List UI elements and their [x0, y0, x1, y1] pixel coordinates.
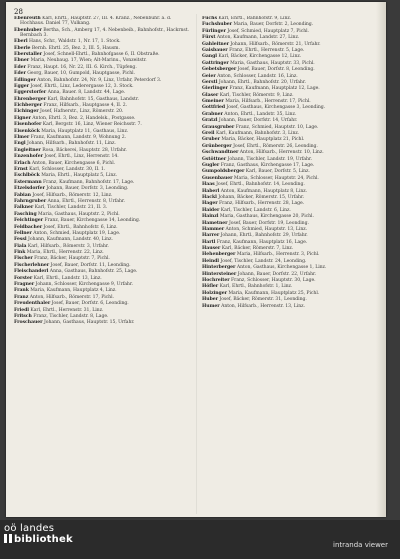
- entry-name: Ebner: [14, 58, 30, 64]
- directory-entry: [14, 180, 190, 185]
- entry-details: Franz, Tischler, Landstr. 8, Lage.: [33, 313, 109, 319]
- entry-name: Eschlböck: [14, 173, 40, 179]
- entry-name: Hauser: [202, 246, 221, 252]
- entry-name: Gusenbauer: [202, 175, 233, 181]
- entry-details: Anton, Bauer, Kirchengasse 6, Pichl.: [31, 160, 116, 166]
- directory-entry: [14, 135, 190, 140]
- entry-details: Franz, Bauer, Kirchengasse 14, Leonding.: [44, 218, 141, 224]
- entry-details: Maria, Schlosser, Hauptstr. 24, Pichl.: [233, 175, 319, 181]
- column-divider: [196, 14, 197, 514]
- directory-entry: [14, 288, 190, 293]
- entry-details: Josef, Schnell-Ehrtl., Bahnhofgasse 6, II. Obstraße.: [43, 51, 160, 57]
- entry-name: Fink: [14, 250, 26, 256]
- entry-name: Etzelsdorfer: [14, 186, 45, 192]
- directory-entry: [14, 231, 190, 236]
- logo-line-2: [4, 534, 73, 546]
- entry-name: Enzenhofer: [14, 154, 43, 160]
- directory-entry: [14, 218, 190, 223]
- logo-bar-icon: [9, 534, 12, 543]
- entry-details: Georg, Bauer, 10, Gumpold, Hauptgasse, Pichl.: [27, 71, 135, 77]
- entry-details: Anton, Gasthaus, Kirchengasse 1, Linz.: [236, 265, 327, 271]
- entry-details: Franz, Kaufmann, Hauptplatz 16, Lage.: [216, 239, 308, 245]
- entry-name: Froschauer: [14, 320, 43, 326]
- directory-entry: [14, 141, 190, 146]
- entry-details: Maria, Bauer, Dorfstr. 2, Leonding.: [233, 22, 314, 28]
- directory-entry: [14, 148, 190, 153]
- entry-details: Karl, Hilfsarb., Römerstr. 3, Urfahr.: [27, 243, 109, 249]
- entry-name: Hinterberger: [202, 265, 236, 271]
- directory-entry: [14, 84, 190, 89]
- entry-name: Ebenhuber: [14, 27, 42, 33]
- directory-entry: [202, 195, 378, 200]
- entry-details: Anton, Ehrtl., Landstr. 35, Linz.: [224, 111, 297, 117]
- directory-entry: [202, 291, 378, 296]
- entry-details: Karl, Ehrtl., Herrenstr. 31, Linz.: [30, 307, 104, 313]
- directory-entry: [202, 182, 378, 187]
- directory-entry: [14, 212, 190, 217]
- directory-entry: [202, 29, 378, 34]
- entry-name: Fischer: [14, 256, 33, 262]
- entry-details: Bertha, Sch., Amberg 17, 4. Nebenbeib., Bahnhofstr., Hackrnst. Bernbach 3.: [20, 27, 189, 38]
- entry-details: Anna, Bauer. 8, Landstr. 44, Lage.: [47, 90, 126, 96]
- directory-entry: [202, 99, 378, 104]
- entry-name: Gangl: [202, 54, 217, 60]
- entry-details: Josef, Tischler, Landstr. 24, Leonding.: [220, 258, 307, 264]
- entry-name: Ehrenberger: [14, 96, 47, 102]
- entry-details: Franz, Hilfsarb., Herrenstr. 28, Lage.: [219, 201, 305, 207]
- directory-entry: [14, 78, 190, 83]
- viewer-label[interactable]: intranda viewer: [333, 541, 388, 549]
- entry-name: Hintersteiner: [202, 271, 237, 277]
- entry-name: Haberl: [202, 188, 220, 194]
- directory-entry: [202, 16, 378, 21]
- entry-details: Maria, Ehrtl., Hauptplatz 5, Linz.: [41, 173, 118, 179]
- entry-details: Maria, Ehrtl., Herrenstr. 22, Linz.: [26, 250, 104, 256]
- entry-details: Johann, Bauer, Dorfstr. 14, Urfahr.: [218, 118, 298, 124]
- entry-name: Feichtinger: [14, 218, 44, 224]
- entry-name: Eberle: [14, 45, 31, 51]
- entry-name: Engleitner: [14, 147, 41, 153]
- logo-line-1: oö landes: [4, 523, 55, 534]
- directory-entry: [202, 93, 378, 98]
- directory-entry: [202, 125, 378, 130]
- entry-name: Engl: [14, 141, 26, 147]
- directory-entry: [202, 189, 378, 194]
- entry-name: Holzinger: [202, 290, 227, 296]
- entry-details: Johann, Bauer, Dorfstr. 3, Leonding.: [46, 186, 129, 192]
- entry-details: Josef, Bauer, Dorfstr. 19, Leonding.: [228, 220, 309, 226]
- entry-details: Josef, Bäcker, Römerstr. 31, Leonding.: [219, 297, 307, 303]
- directory-entry: [14, 276, 190, 281]
- entry-name: Hainzl: [202, 214, 219, 220]
- entry-details: Maria, Gasthaus, Hauptstr. 33, Pichl.: [230, 60, 315, 66]
- entry-name: Gattringer: [202, 60, 229, 66]
- directory-entry: [202, 137, 378, 142]
- directory-entry: [202, 61, 378, 66]
- entry-details: Johann, Bauer, Dorfstr. 22, Urfahr.: [237, 271, 317, 277]
- directory-entry: [14, 46, 190, 51]
- entry-details: Johann, Tischler, Landstr. 19, Urfahr.: [227, 156, 312, 162]
- entry-name: Estermann: [14, 179, 42, 185]
- entry-details: Karl, Tischler, Landstr. 6, Linz.: [220, 207, 291, 213]
- directory-entry: [14, 65, 190, 70]
- entry-details: Karl, Bauer, Dorfstr. 5, Linz.: [245, 169, 310, 175]
- left-column: [14, 16, 190, 514]
- directory-entry: [14, 193, 190, 198]
- entry-name: Fessl: [14, 237, 27, 243]
- directory-entry: [202, 54, 378, 59]
- directory-entry: [14, 250, 190, 255]
- entry-details: Johann, Hilfsarb., Bahnhofstr. 11, Linz.: [27, 141, 116, 147]
- entry-details: Anton, Ehrtl. 3, Bez. 2, Handelsk., Postgasse.: [32, 115, 136, 121]
- entry-details: Karl, Ehrtl., Bahnhofstr. 1, Linz.: [219, 284, 293, 290]
- entry-details: Franz, Hilfsarb., Hauptgasse 4, II. 2.: [43, 103, 128, 109]
- entry-name: Glaser: [202, 92, 219, 98]
- directory-entry: [14, 39, 190, 44]
- entry-name: Eggerstorfer: [14, 90, 47, 96]
- entry-details: Josef, Bauer, Dorfstr. 8, Leonding.: [237, 67, 315, 73]
- entry-details: Josef, Ehrtl., Römerstr. 26, Leonding.: [233, 143, 318, 149]
- directory-entry: [202, 144, 378, 149]
- entry-name: Hackl: [202, 194, 217, 200]
- entry-name: Hager: [202, 201, 218, 207]
- directory-entry: [14, 173, 190, 178]
- directory-entry: [202, 233, 378, 238]
- entry-name: Falkner: [14, 205, 34, 211]
- directory-entry: [202, 112, 378, 117]
- entry-name: Gugler: [202, 162, 220, 168]
- directory-entry: [14, 263, 190, 268]
- logo-bar-icon: [4, 534, 7, 543]
- entry-details: Maria, Kaufmann, Hauptplatz 25, Pichl.: [228, 290, 320, 296]
- entry-details: Franz, Kaufmann, Bahnhofstr. 17, Lage.: [43, 179, 135, 185]
- entry-name: Grabner: [202, 111, 223, 117]
- entry-details: Anton, Kaufmann, Landstr. 27, Linz.: [216, 35, 300, 41]
- entry-details: Anton, Kaufmann, Hauptplatz 8, Linz.: [220, 188, 308, 194]
- entry-name: Eder: [14, 71, 26, 77]
- entry-name: Eberstaller: [14, 51, 43, 57]
- entry-details: Franz, Bäcker, Hauptstr. 7, Pichl.: [34, 256, 110, 262]
- entry-name: Höfler: [202, 284, 219, 290]
- directory-entry: [202, 221, 378, 226]
- directory-entry: [14, 154, 190, 159]
- directory-entry: [202, 105, 378, 110]
- entry-details: Maria, Kaufmann, Hauptplatz 4, Linz.: [30, 288, 117, 294]
- directory-entry: [202, 163, 378, 168]
- entry-details: Josef, Ehrtl., Bahnhofstr. 6, Linz.: [43, 224, 118, 230]
- entry-name: Gottfried: [202, 105, 226, 111]
- directory-entry: [202, 22, 378, 27]
- entry-name: Fellner: [14, 230, 32, 236]
- entry-name: Gstöttner: [202, 156, 227, 162]
- entry-details: Maria, Hilfsarb., Herrenstr. 17, Pichl.: [225, 99, 311, 105]
- entry-name: Fabian: [14, 192, 31, 198]
- entry-details: Bernh. Ehrtl. 25, Bez. 2, III. 5, Hausm.: [31, 45, 120, 51]
- entry-details: Anton, Schlosser, Landstr. 16, Linz.: [217, 73, 298, 79]
- entry-name: Eder: [14, 64, 26, 70]
- directory-entry: [202, 86, 378, 91]
- entry-name: Gmeiner: [202, 99, 224, 105]
- directory-entry: [202, 157, 378, 162]
- entry-details: Karl, Tischler, Landstr. 21, II. 3.: [34, 205, 108, 211]
- directory-entry: [14, 90, 190, 95]
- entry-name: Ernst: [14, 167, 28, 172]
- directory-entry: [202, 227, 378, 232]
- directory-entry: [202, 246, 378, 251]
- entry-name: Edlinger: [14, 77, 36, 83]
- directory-entry: [202, 304, 378, 309]
- entry-details: Johann, Ehrtl., Bahnhofstr. 20, Urfahr.: [218, 79, 306, 85]
- entry-name: Gierlinger: [202, 86, 228, 92]
- entry-name: Eberl: [14, 39, 28, 45]
- entry-details: Josef, Gasthaus, Kirchengasse 3, Leonding.: [226, 105, 326, 111]
- directory-entry: [14, 28, 190, 38]
- directory-entry: [202, 150, 378, 155]
- entry-details: Anton, Schmied, Hauptstr. 13, Linz.: [225, 226, 308, 232]
- entry-details: Franz, Gasthaus, Kirchengasse 17, Lage.: [220, 162, 315, 168]
- entry-details: Josef, Ehrtl., Linz, Lederergasse 12, 3. Stock.: [30, 83, 134, 89]
- entry-name: Grünberger: [202, 143, 232, 149]
- entry-details: Karl, Tischler, Römerstr. 9, Linz.: [219, 92, 294, 98]
- entry-name: Fahrngruber: [14, 198, 47, 204]
- entry-name: Gumpoldsberger: [202, 169, 245, 175]
- entry-name: Fuchs: [202, 16, 217, 21]
- entry-name: Franz: [14, 294, 29, 300]
- directory-entry: [202, 297, 378, 302]
- directory-entry: [14, 109, 190, 114]
- directory-entry: [14, 16, 190, 26]
- directory-entry: [14, 225, 190, 230]
- entry-name: Grausgruber: [202, 124, 235, 130]
- directory-entry: [14, 122, 190, 127]
- entry-name: Hartl: [202, 239, 216, 245]
- entry-details: Josef, Hafnerstr., Linz, Römerstr. 20.: [40, 109, 124, 115]
- entry-details: Karl, Schlosser, Landstr. 30, II. 1.: [29, 167, 106, 172]
- entry-name: Fiala: [14, 243, 27, 249]
- entry-details: Anton, Bahnhofstr. 24, Nr. 9, Linz, Urfahr, Peterdorf 3.: [37, 77, 162, 83]
- entry-details: Hans, Schr., Waldstr. 1, Nr. 17, 1. Stock.: [28, 39, 121, 45]
- directory-entry: [14, 161, 190, 166]
- directory-entry: [14, 199, 190, 204]
- entry-details: Karl, Bahnhofstr. 15, Gasthaus, Landstr.: [47, 96, 139, 102]
- entry-name: Hehenberger: [202, 252, 236, 258]
- entry-name: Haas: [202, 182, 215, 188]
- entry-name: Heindl: [202, 258, 220, 264]
- entry-name: Gebetsberger: [202, 67, 237, 73]
- directory-entry: [14, 320, 190, 325]
- directory-entry: [202, 259, 378, 264]
- entry-details: Anton, Hilfsarb., Römerstr. 17, Pichl.: [29, 294, 114, 300]
- directory-entry: [202, 284, 378, 289]
- entry-details: Karl, Ehrtl., Bahnhofstr. 9, Linz.: [218, 16, 292, 21]
- entry-details: Josef, Hilfsarb., Römerstr. 12, Linz.: [32, 192, 113, 198]
- directory-entry: [202, 240, 378, 245]
- entry-name: Fürst: [202, 35, 216, 41]
- entry-name: Eisenhofer: [14, 122, 42, 128]
- entry-details: Josef, Ehrtl., Linz, Herrenstr. 14.: [44, 154, 119, 160]
- directory-entry: [202, 208, 378, 213]
- entry-name: Fleischanderl: [14, 269, 49, 275]
- directory-entry: [14, 52, 190, 57]
- entry-name: Fragner: [14, 282, 35, 288]
- directory-entry: [202, 169, 378, 174]
- entry-name: Eisenköck: [14, 128, 40, 134]
- entry-name: Huber: [202, 297, 218, 303]
- directory-entry: [202, 67, 378, 72]
- entry-details: Anton, Hilfsarb., Herrenstr. 10, Linz.: [239, 150, 324, 156]
- entry-name: Fasching: [14, 211, 37, 217]
- entry-details: Karl, Bergstr. 16, Linz, Wiener Reichsstr. 7.: [42, 122, 142, 128]
- directory-entry: [202, 35, 378, 40]
- document-page: [6, 2, 386, 517]
- entry-details: Maria, Gasthaus, Hauptstr. 2, Pichl.: [38, 211, 120, 217]
- entry-name: Gerstl: [202, 79, 218, 85]
- entry-name: Geier: [202, 73, 216, 79]
- entry-name: Erlach: [14, 160, 31, 166]
- entry-name: Eichberger: [14, 103, 42, 109]
- entry-name: Gschwandtner: [202, 150, 239, 156]
- entry-details: Maria, Hauptplatz 11, Gasthaus, Linz.: [41, 128, 129, 134]
- directory-entry: [202, 176, 378, 181]
- entry-details: Karl, Kaufmann, Bahnhofstr. 3, Linz.: [215, 131, 300, 137]
- entry-details: Maria, Hilfsarb., Herrenstr. 3, Pichl.: [236, 252, 320, 258]
- entry-name: Freudenthaler: [14, 301, 51, 307]
- entry-name: Humer: [202, 303, 220, 309]
- directory-entry: [14, 244, 190, 249]
- directory-entry: [14, 237, 190, 242]
- entry-details: Franz, Schlosser, Hauptstr. 30, Lage.: [231, 278, 316, 284]
- entry-name: Elmer: [14, 135, 30, 141]
- entry-name: Eigner: [14, 115, 31, 121]
- directory-entry: [202, 214, 378, 219]
- entry-details: Anna, Ehrtl., Herrenstr. 8, Urfahr.: [47, 198, 125, 204]
- page-edge-shadow: [376, 2, 386, 517]
- directory-entry: [202, 278, 378, 283]
- entry-name: Hammer: [202, 226, 225, 232]
- entry-name: Gruber: [202, 137, 220, 143]
- entry-details: Maria, Gasthaus, Kirchengasse 20, Pichl.: [219, 214, 314, 220]
- directory-entry: [14, 58, 190, 63]
- directory-entry: [14, 129, 190, 134]
- entry-name: Fritsch: [14, 313, 32, 319]
- entry-name: Haider: [202, 207, 220, 213]
- library-logo[interactable]: [4, 523, 73, 546]
- entry-details: Johann, Ehrtl., Bahnhofstr. 29, Urfahr.: [220, 233, 308, 239]
- entry-name: Gahleitner: [202, 41, 229, 47]
- entry-details: Karl, Bäcker, Kirchengasse 12, Linz.: [218, 54, 302, 60]
- right-column: [202, 16, 378, 514]
- entry-name: Hochreiter: [202, 278, 230, 284]
- entry-name: Feldbacher: [14, 224, 43, 230]
- entry-name: Hametner: [202, 220, 228, 226]
- entry-details: Josef, Bauer, Dorfstr. 11, Leonding.: [50, 262, 131, 268]
- entry-details: Johann, Kaufmann, Landstr. 40, Linz.: [28, 237, 113, 243]
- entry-details: Franz, Haupt. 16, Nr. 22, III. 6. Kirch., Tüpfeng.: [27, 64, 137, 70]
- entry-details: Franz, Ehrtl., Herrenstr. 5, Lage.: [229, 47, 305, 53]
- entry-details: Franz, Kaufmann, Hauptplatz 12, Lage.: [229, 86, 320, 92]
- logo-line-2-text: bibliothek: [14, 534, 73, 545]
- entry-name: Egger: [14, 83, 30, 89]
- entry-details: Franz, Schmied, Hauptstr. 10, Lage.: [235, 124, 319, 130]
- entry-name: Greil: [202, 131, 215, 137]
- entry-details: Johann, Schlosser, Kirchengasse 9, Urfahr.: [35, 282, 133, 288]
- entry-details: Johann, Gasthaus, Hauptstr. 15, Urfahr.: [43, 320, 135, 326]
- entry-name: Eichinger: [14, 109, 39, 115]
- entry-details: Josef, Schmied, Hauptplatz 7, Pichl.: [227, 28, 309, 34]
- directory-entry: [202, 74, 378, 79]
- directory-entry: [14, 308, 190, 313]
- directory-entry: [14, 116, 190, 121]
- entry-name: Harrer: [202, 233, 220, 239]
- entry-name: Ebenreuth: [14, 16, 41, 21]
- directory-entry: [202, 80, 378, 85]
- directory-entry: [14, 256, 190, 261]
- directory-entry: [202, 118, 378, 123]
- directory-entry: [14, 103, 190, 108]
- entry-name: Gaisbauer: [202, 47, 228, 53]
- directory-entry: [14, 97, 190, 102]
- entry-name: Fürlinger: [202, 28, 226, 34]
- directory-entry: [202, 272, 378, 277]
- directory-entry: [202, 42, 378, 47]
- directory-entry: [14, 269, 190, 274]
- directory-entry: [14, 301, 190, 306]
- entry-name: Gratzl: [202, 118, 218, 124]
- directory-entry: [202, 201, 378, 206]
- directory-entry: [14, 314, 190, 319]
- directory-entry: [14, 295, 190, 300]
- directory-entry: [202, 265, 378, 270]
- entry-name: Friedl: [14, 307, 29, 313]
- entry-details: Franz, Kaufmann, Landstr. 9, Wohnung 2.: [30, 135, 126, 141]
- directory-entry: [202, 252, 378, 257]
- page-number: 28: [14, 8, 23, 16]
- entry-details: Johann, Bäcker, Römerstr. 15, Urfahr.: [218, 194, 305, 200]
- entry-details: Josef, Ehrtl., Bahnhofstr. 14, Leonding.: [216, 182, 305, 188]
- entry-details: Anton, Hilfsarb., Herrenstr. 13, Linz.: [221, 303, 305, 309]
- entry-details: Anna, Gasthaus, Bahnhofstr. 25, Lage.: [49, 269, 138, 275]
- entry-details: Karl, Ehrtl., Landstr. 13, Linz.: [33, 275, 102, 281]
- entry-name: Fuchshuber: [202, 22, 232, 28]
- directory-entry: [14, 71, 190, 76]
- entry-details: Karl, Ehrtl., Hauptstr. 27, III. 4. Kranz., Nebenbuhr. a. d. Hochhaus. Daniel 77, Vulkang.: [20, 16, 172, 27]
- entry-details: Karl, Bäcker, Römerstr. 7, Linz.: [221, 246, 294, 252]
- directory-entry: [14, 282, 190, 287]
- entry-details: Rosa, Bäckerei, Hauptstr. 28, Urfahr.: [42, 147, 127, 153]
- directory-entry: [202, 48, 378, 53]
- entry-details: Johann, Hilfsarb., Römerstr. 21, Urfahr.: [230, 41, 321, 47]
- entry-name: Frank: [14, 288, 29, 294]
- entry-name: Fischerlehner: [14, 262, 50, 268]
- directory-entry: [14, 186, 190, 191]
- entry-details: Maria, Neubaug. 17, Wien; Alt-Marinu., Vonzeitstr.: [30, 58, 147, 64]
- entry-details: Maria, Bäcker, Hauptplatz 21, Pichl.: [221, 137, 305, 143]
- entry-name: Forster: [14, 275, 33, 281]
- directory-entry: [14, 167, 190, 172]
- entry-details: Anton, Schmied, Hauptplatz 19, Lage.: [33, 230, 121, 236]
- directory-entry: [14, 205, 190, 210]
- directory-entry: [202, 131, 378, 136]
- entry-details: Josef, Bauer, Dorfstr. 6, Leonding.: [51, 301, 129, 307]
